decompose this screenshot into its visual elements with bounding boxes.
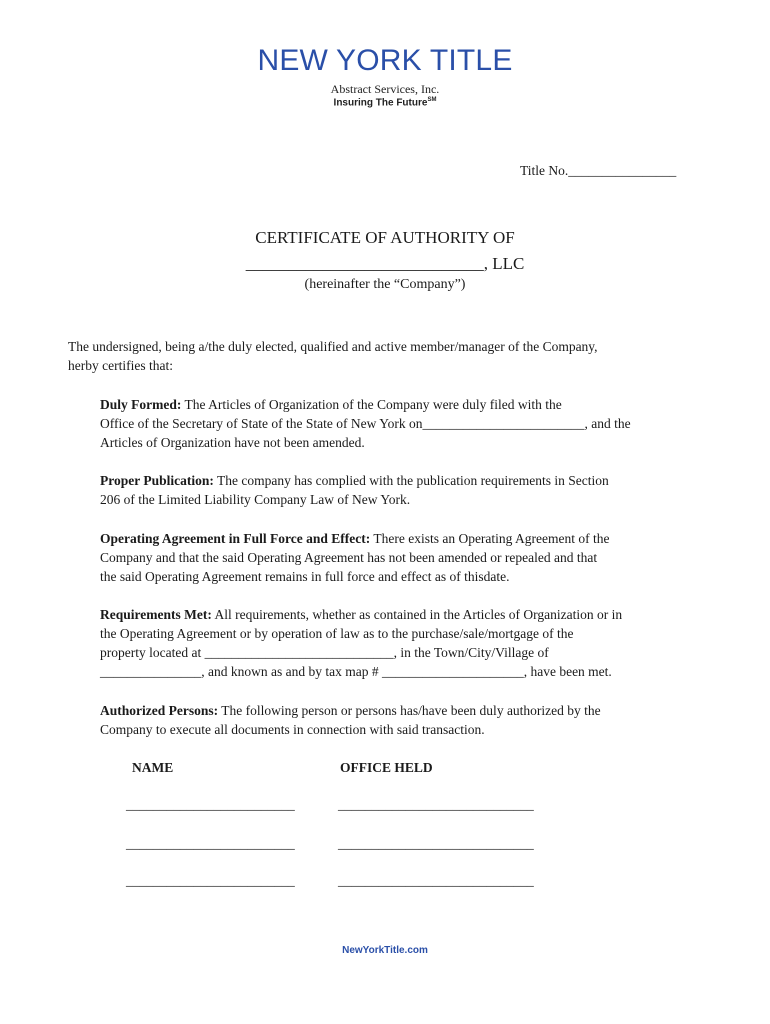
section-proper-publication xyxy=(100,471,700,509)
intro-line: The undersigned, being a/the duly elected, qualified and active member/manager of the Company, xyxy=(68,339,598,354)
section-authorized-persons xyxy=(100,701,700,739)
office-blank-line: _____________________________ xyxy=(338,836,534,851)
section-text: The Articles of Organization of the Company were duly filed with the xyxy=(181,397,562,412)
office-blank-line: _____________________________ xyxy=(338,873,534,888)
company-logo-name: NEW YORK TITLE xyxy=(257,44,513,77)
office-column-header: OFFICE HELD xyxy=(340,760,433,775)
title-number-field: Title No.________________ xyxy=(520,163,677,178)
section-label: Proper Publication: xyxy=(100,473,214,488)
section-line: _______________, and known as and by tax map # _____________________, have been met. xyxy=(100,664,612,679)
section-text: All requirements, whether as contained in the Articles of Organization or in xyxy=(211,607,623,622)
section-label: Requirements Met: xyxy=(100,607,212,622)
service-mark: SM xyxy=(427,97,437,103)
section-line xyxy=(100,471,700,490)
section-text: There exists an Operating Agreement of the xyxy=(370,531,610,546)
intro-line: herby certifies that: xyxy=(68,358,173,373)
footer-website: NewYorkTitle.com xyxy=(342,945,428,956)
section-line: the Operating Agreement or by operation of law as to the purchase/sale/mortgage of the xyxy=(100,626,574,641)
name-column-header: NAME xyxy=(132,760,174,775)
hereinafter-note: (hereinafter the “Company”) xyxy=(304,277,466,292)
intro-paragraph xyxy=(68,337,688,375)
office-blank-line: _____________________________ xyxy=(338,797,534,812)
section-line xyxy=(100,395,700,414)
name-blank-line: _________________________ xyxy=(126,836,295,851)
section-line: Office of the Secretary of State of the State of New York on________________________, and the xyxy=(100,416,631,431)
section-text: The company has complied with the publication requirements in Section xyxy=(213,473,609,488)
document-title: CERTIFICATE OF AUTHORITY OF xyxy=(255,228,515,247)
company-tagline xyxy=(0,97,770,108)
name-blank-line: _________________________ xyxy=(126,797,295,812)
section-line: Company to execute all documents in connection with said transaction. xyxy=(100,722,485,737)
section-label: Duly Formed: xyxy=(100,397,182,412)
section-label: Authorized Persons: xyxy=(100,703,219,718)
section-line: Articles of Organization have not been amended. xyxy=(100,435,365,450)
tagline-text: Insuring The Future xyxy=(333,97,428,109)
section-duly-formed xyxy=(100,395,700,452)
section-line xyxy=(100,605,700,624)
company-name-blank: ____________________________, LLC xyxy=(245,254,525,273)
name-blank-line: _________________________ xyxy=(126,873,295,888)
section-label: Operating Agreement in Full Force and Effect: xyxy=(100,531,371,546)
section-text: The following person or persons has/have been duly authorized by the xyxy=(218,703,601,718)
section-line xyxy=(100,529,700,548)
section-line: 206 of the Limited Liability Company Law of New York. xyxy=(100,492,411,507)
section-requirements-met xyxy=(100,605,700,681)
section-line: the said Operating Agreement remains in full force and effect as of thisdate. xyxy=(100,569,510,584)
section-operating-agreement xyxy=(100,529,700,586)
company-subtitle: Abstract Services, Inc. xyxy=(330,82,440,96)
section-line xyxy=(100,701,700,720)
section-line: property located at ____________________________, in the Town/City/Village of xyxy=(100,645,549,660)
section-line: Company and that the said Operating Agreement has not been amended or repealed and that xyxy=(100,550,598,565)
